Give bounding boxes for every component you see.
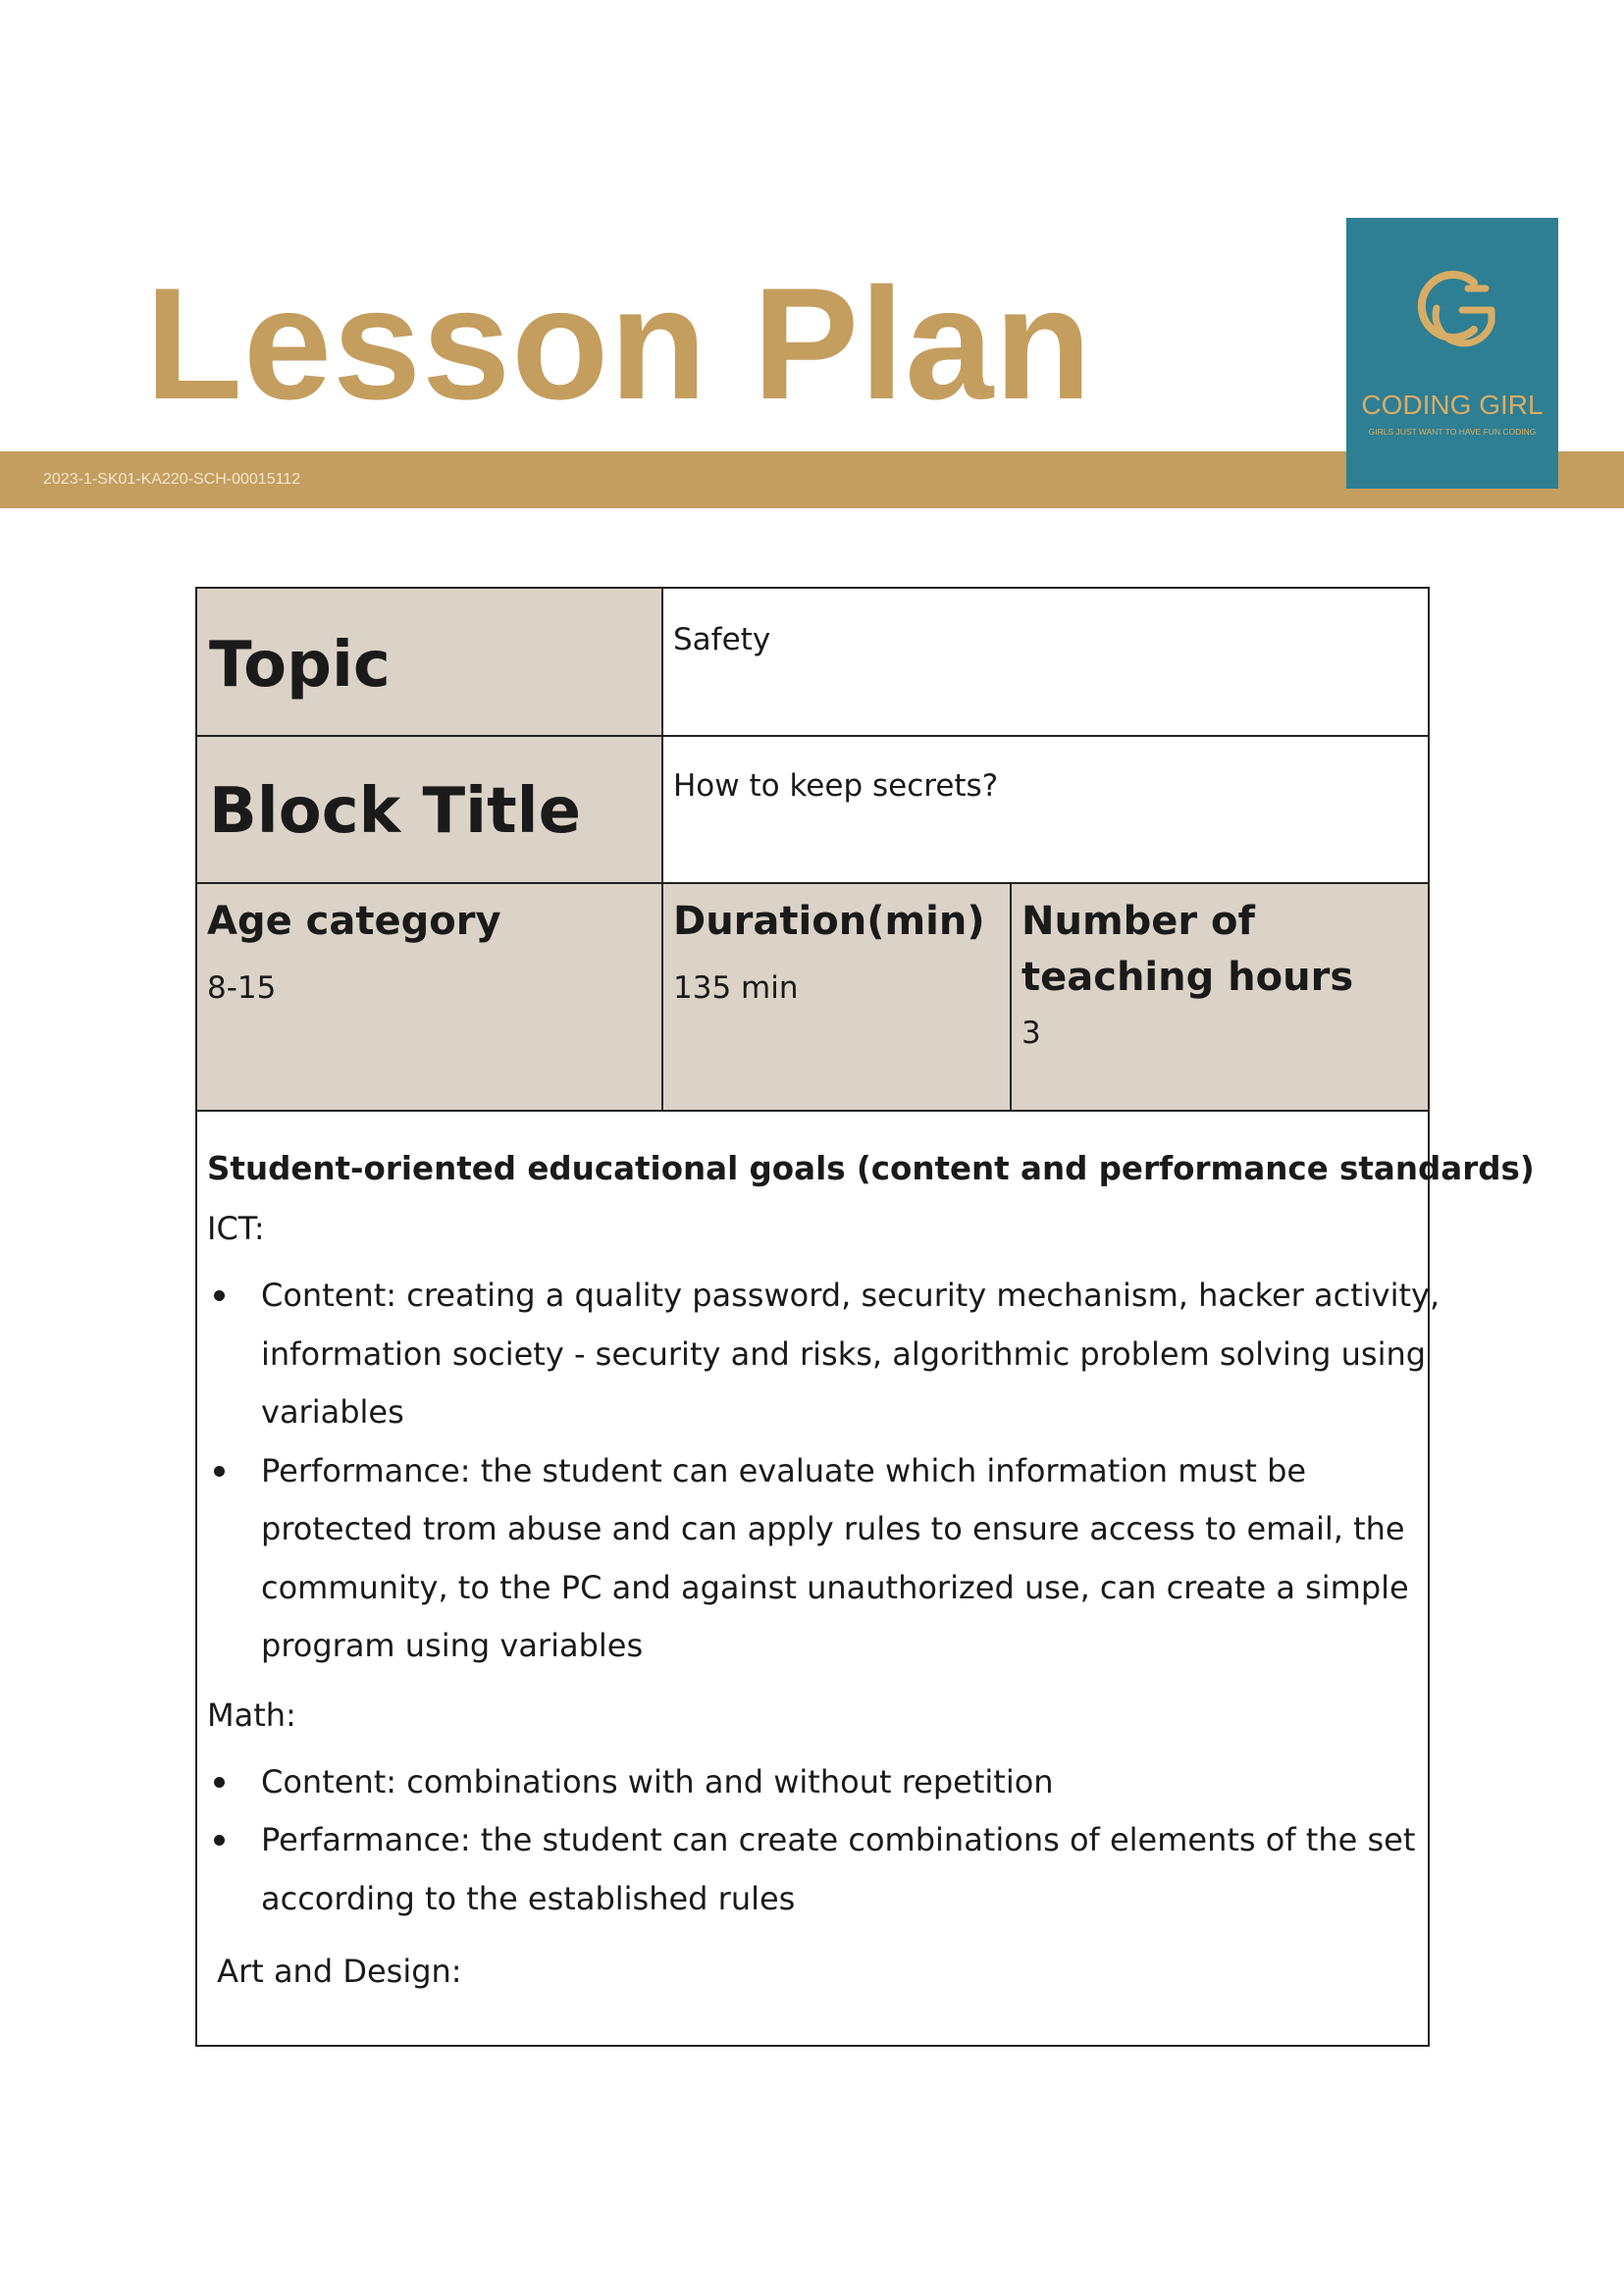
duration-value: 135 min — [673, 970, 799, 1006]
bullet-icon — [214, 1777, 225, 1788]
art-design-label: Art and Design: — [207, 1953, 462, 1990]
duration-label: Duration(min) — [673, 899, 985, 944]
list-item-line: community, to the PC and against unauthorized use, can create a simple — [261, 1568, 1409, 1606]
teaching-hours-label-line-2: teaching hours — [1022, 955, 1354, 1000]
list-item-line: according to the established rules — [261, 1879, 796, 1917]
age-label: Age category — [207, 899, 501, 944]
goals-content — [207, 1139, 1535, 2002]
ict-label: ICT: — [207, 1210, 265, 1247]
block-title-label-cell — [197, 737, 661, 882]
bullet-icon — [214, 1835, 225, 1846]
block-title-value: How to keep secrets? — [673, 768, 999, 804]
list-item-line: information society - security and risks, algorithmic problem solving using — [261, 1334, 1427, 1373]
teaching-hours-label-line-1: Number of — [1022, 899, 1255, 944]
list-item-line: Content: combinations with and without repetition — [261, 1762, 1054, 1800]
teaching-hours-value: 3 — [1022, 1016, 1041, 1051]
bullet-icon — [214, 1466, 225, 1477]
list-item-line: variables — [261, 1393, 404, 1431]
topic-label-cell — [197, 589, 661, 735]
logo-name: CODING GIRL — [1361, 390, 1544, 420]
page-title: Lesson Plan — [145, 255, 1093, 433]
age-value: 8-15 — [207, 970, 277, 1006]
ict-goals-list — [207, 1267, 1441, 1676]
logo-tagline: GIRLS JUST WANT TO HAVE FUN CODING — [1368, 427, 1537, 437]
teaching-hours-cell — [1012, 884, 1428, 1110]
list-item-line: program using variables — [261, 1627, 644, 1664]
project-code: 2023-1-SK01-KA220-SCH-00015112 — [43, 471, 301, 488]
list-item — [207, 1753, 1418, 1812]
table-divider — [1010, 882, 1012, 1110]
coding-girl-logo — [1346, 218, 1558, 489]
list-item — [207, 1267, 1441, 1442]
block-title-value-cell — [663, 737, 1428, 882]
list-item-line: Performance: the student can evaluate which information must be — [261, 1451, 1307, 1489]
list-item-line: Perfarmance: the student can create combinations of elements of the set — [261, 1821, 1416, 1858]
table-divider — [661, 589, 663, 1110]
goals-heading: Student-oriented educational goals (content and performance standards) — [207, 1150, 1535, 1187]
topic-value: Safety — [673, 622, 771, 657]
list-item — [207, 1811, 1418, 1928]
list-item-line: Content: creating a quality password, security mechanism, hacker activity, — [261, 1277, 1441, 1314]
bullet-icon — [214, 1290, 225, 1301]
table-divider — [197, 882, 1428, 884]
table-divider — [197, 735, 1428, 737]
list-item-line: protected trom abuse and can apply rules to ensure access to email, the — [261, 1510, 1405, 1547]
block-title-label: Block Title — [209, 775, 581, 848]
topic-value-cell — [663, 589, 1428, 735]
list-item — [207, 1442, 1418, 1676]
lesson-table — [195, 587, 1535, 2047]
age-cell — [197, 884, 661, 1110]
goals-cell — [197, 1112, 1535, 2045]
topic-label: Topic — [209, 629, 391, 702]
math-goals-list — [207, 1753, 1418, 1929]
duration-cell — [663, 884, 1010, 1110]
cg-monogram-icon — [1397, 257, 1507, 367]
math-label: Math: — [207, 1696, 296, 1734]
